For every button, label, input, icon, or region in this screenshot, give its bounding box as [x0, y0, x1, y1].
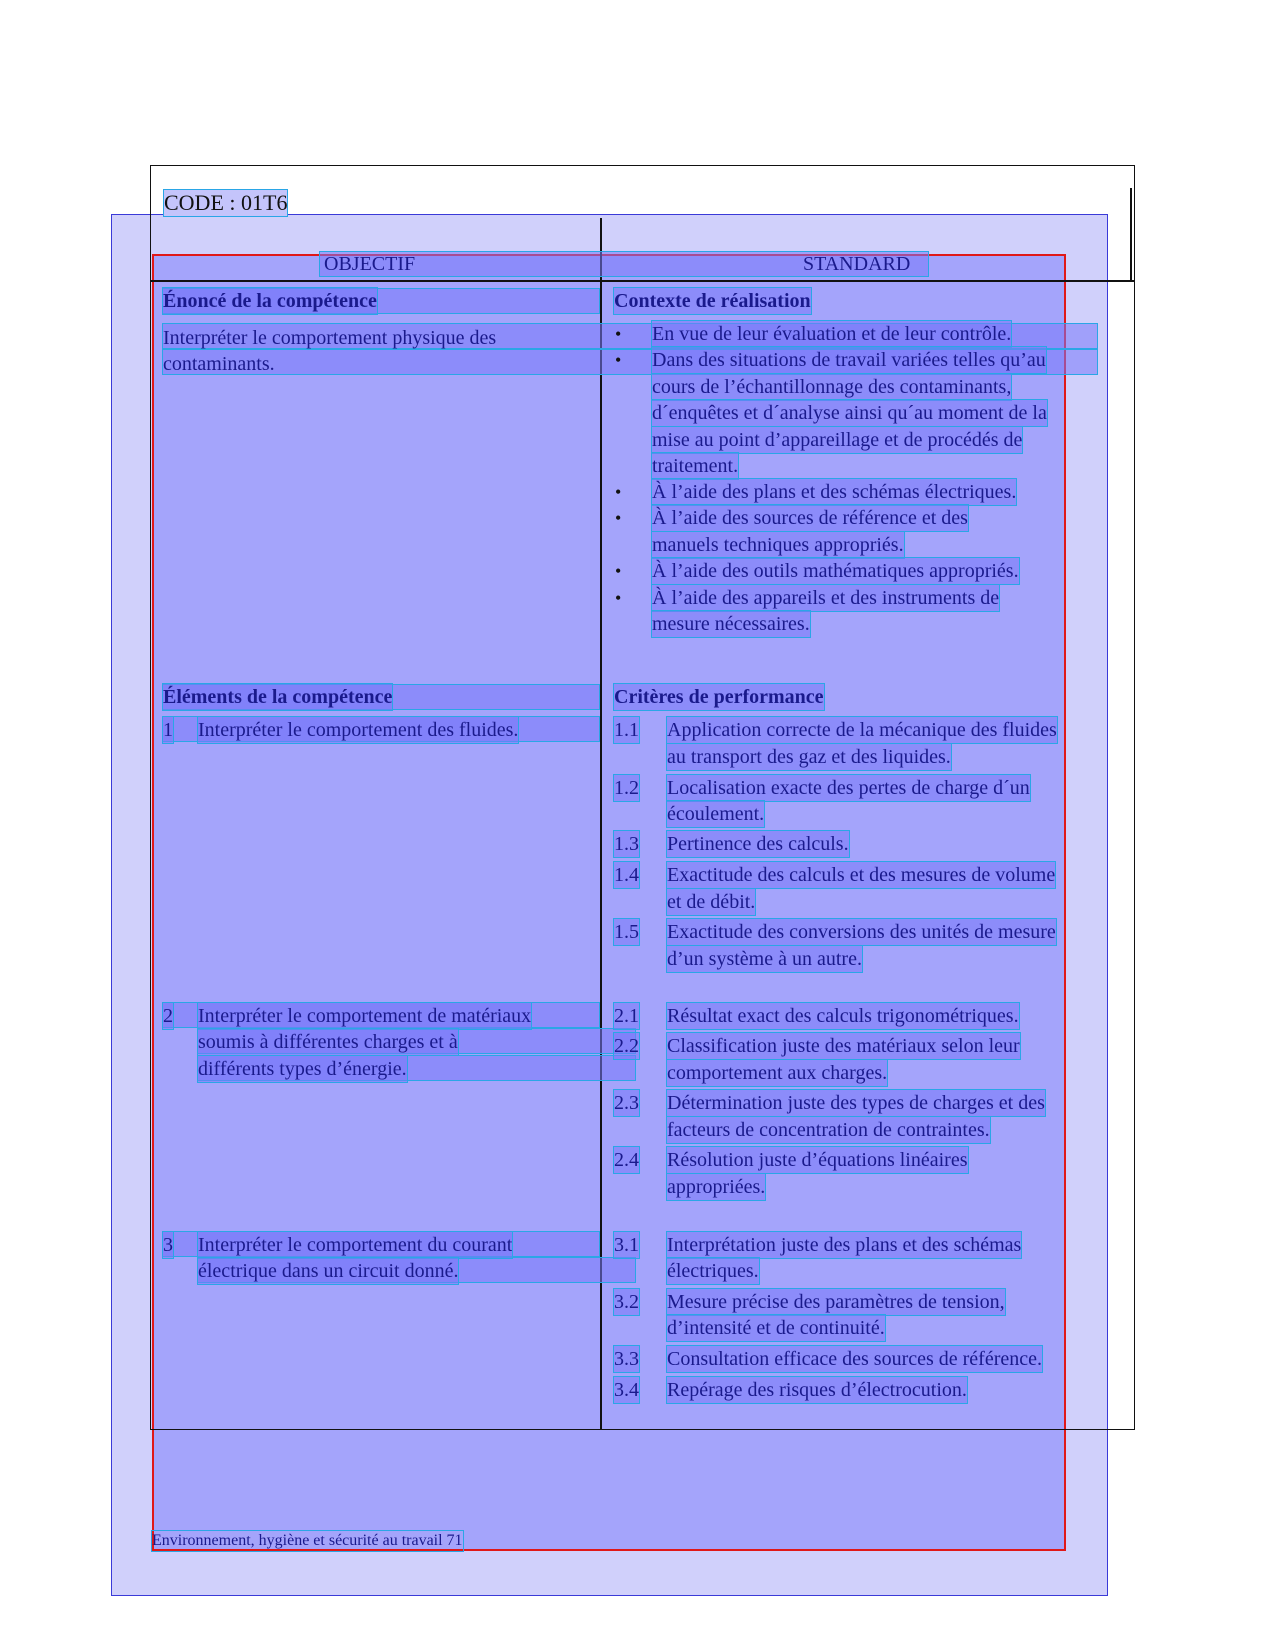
header-separator	[150, 280, 1134, 282]
criteres-heading: Critères de performance	[614, 686, 824, 708]
bullet-icon: •	[615, 482, 622, 502]
contexte-line: À l’aide des outils mathématiques appropriés.	[652, 560, 1019, 582]
critere-line: et de débit.	[667, 891, 756, 913]
critere-number: 3.4	[614, 1379, 639, 1401]
contexte-line: Dans des situations de travail variées telles qu’au	[652, 349, 1046, 371]
enonce-line: contaminants.	[163, 353, 275, 375]
critere-number: 1.3	[614, 833, 639, 855]
standard-header: STANDARD	[803, 253, 911, 275]
critere-line: comportement aux charges.	[667, 1062, 888, 1084]
critere-number: 1.2	[614, 777, 639, 799]
critere-line: Exactitude des calculs et des mesures de volume	[667, 864, 1056, 886]
critere-line: Repérage des risques d’électrocution.	[667, 1379, 967, 1401]
bullet-icon: •	[615, 561, 622, 581]
critere-line: Mesure précise des paramètres de tension,	[667, 1291, 1005, 1313]
page-footer: Environnement, hygiène et sécurité au travail 71	[152, 1532, 463, 1549]
column-separator-tick	[600, 711, 601, 751]
critere-line: Classification juste des matériaux selon leur	[667, 1035, 1020, 1057]
element-line: Interpréter le comportement de matériaux	[198, 1005, 532, 1027]
critere-line: Résolution juste d’équations linéaires	[667, 1149, 968, 1171]
critere-line: Résultat exact des calculs trigonométriques.	[667, 1005, 1019, 1027]
critere-number: 1.1	[614, 719, 639, 741]
critere-line: Exactitude des conversions des unités de mesure	[667, 921, 1056, 943]
contexte-line: traitement.	[652, 455, 739, 477]
enonce-line: Interpréter le comportement physique des	[163, 327, 497, 349]
critere-line: Pertinence des calculs.	[667, 833, 849, 855]
critere-number: 2.2	[614, 1035, 639, 1057]
contexte-line: d´enquêtes et d´analyse ainsi qu´au moment de la	[652, 402, 1047, 424]
element-line: soumis à différentes charges et à	[198, 1031, 458, 1053]
bullet-icon: •	[615, 324, 622, 344]
bullet-icon: •	[615, 588, 622, 608]
critere-number: 2.3	[614, 1092, 639, 1114]
contexte-line: cours de l’échantillonnage des contaminants,	[652, 376, 1012, 398]
critere-number: 1.5	[614, 921, 639, 943]
critere-line: Application correcte de la mécanique des fluides	[667, 719, 1057, 741]
critere-number: 2.1	[614, 1005, 639, 1027]
critere-line: Interprétation juste des plans et des schémas	[667, 1234, 1022, 1256]
critere-line: électriques.	[667, 1260, 759, 1282]
critere-line: Consultation efficace des sources de référence.	[667, 1348, 1043, 1370]
objectif-header: OBJECTIF	[324, 253, 416, 275]
critere-number: 1.4	[614, 864, 639, 886]
contexte-line: À l’aide des appareils et des instruments de	[652, 587, 1000, 609]
critere-number: 2.4	[614, 1149, 639, 1171]
element-line: différents types d’énergie.	[198, 1058, 407, 1080]
contexte-line: mesure nécessaires.	[652, 613, 810, 635]
contexte-line: mise au point d’appareillage et de procédés de	[652, 429, 1023, 451]
contexte-line: manuels techniques appropriés.	[652, 534, 904, 556]
critere-line: d’intensité et de continuité.	[667, 1317, 885, 1339]
contexte-heading: Contexte de réalisation	[614, 290, 811, 312]
critere-line: Localisation exacte des pertes de charge d´un	[667, 777, 1030, 799]
column-separator	[600, 218, 602, 1430]
critere-line: facteurs de concentration de contraintes.	[667, 1119, 990, 1141]
critere-number: 3.3	[614, 1348, 639, 1370]
contexte-line: À l’aide des plans et des schémas électriques.	[652, 481, 1017, 503]
element-number: 1	[163, 719, 173, 741]
course-code: CODE : 01T6	[164, 190, 288, 215]
element-number: 3	[163, 1234, 173, 1256]
frame-right-mark	[1130, 188, 1132, 281]
element-line: Interpréter le comportement des fluides.	[198, 719, 519, 741]
bullet-icon: •	[615, 350, 622, 370]
critere-line: d’un système à un autre.	[667, 948, 862, 970]
critere-number: 3.2	[614, 1291, 639, 1313]
bullet-icon: •	[615, 508, 622, 528]
enonce-heading: Énoncé de la compétence	[163, 290, 377, 312]
contexte-line: À l’aide des sources de référence et des	[652, 507, 968, 529]
critere-line: appropriées.	[667, 1176, 766, 1198]
element-number: 2	[163, 1005, 173, 1027]
critere-line: Détermination juste des types de charges et des	[667, 1092, 1045, 1114]
contexte-line: En vue de leur évaluation et de leur contrôle.	[652, 323, 1012, 345]
element-line: électrique dans un circuit donné.	[198, 1260, 459, 1282]
critere-line: écoulement.	[667, 803, 765, 825]
critere-number: 3.1	[614, 1234, 639, 1256]
elements-heading: Éléments de la compétence	[163, 686, 393, 708]
element-line: Interpréter le comportement du courant	[198, 1234, 513, 1256]
critere-line: au transport des gaz et des liquides.	[667, 746, 951, 768]
